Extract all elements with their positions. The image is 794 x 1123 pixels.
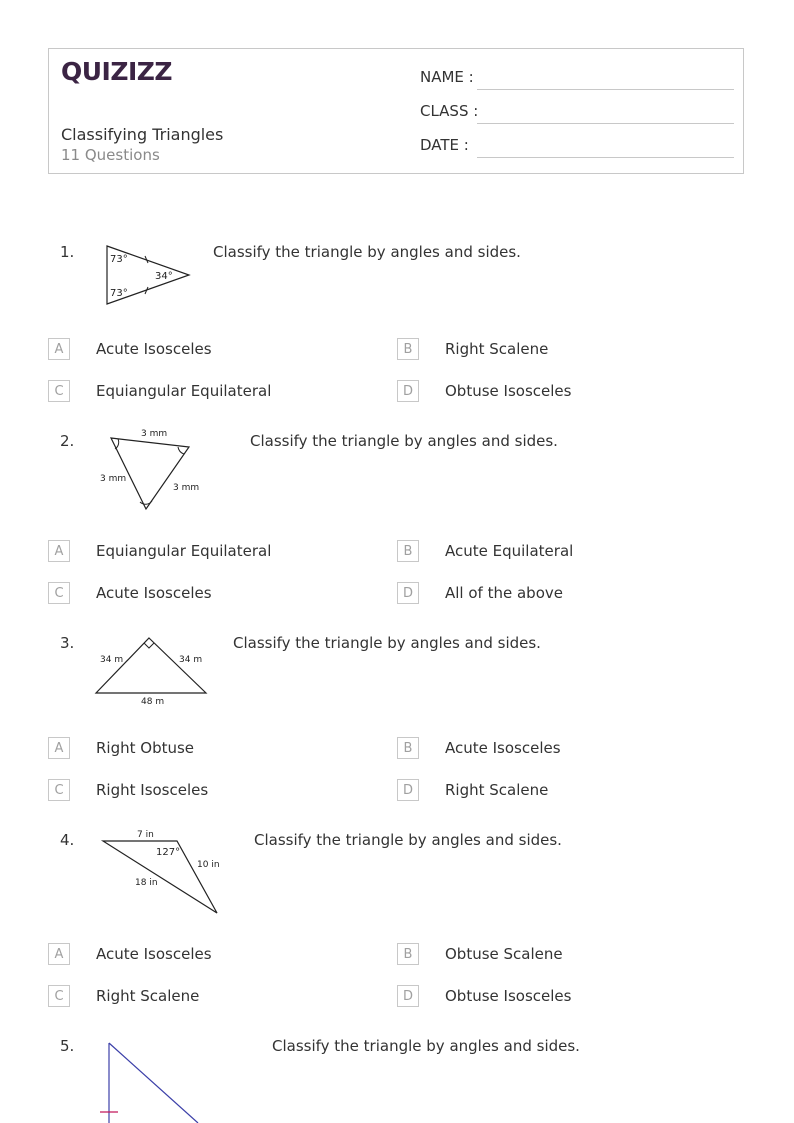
question-prompt: Classify the triangle by angles and sides.	[233, 634, 541, 652]
option-letter: B	[397, 540, 419, 562]
option-d[interactable]	[397, 779, 697, 803]
option-text: Acute Equilateral	[445, 542, 574, 560]
option-c[interactable]	[48, 380, 348, 404]
option-text: Right Isosceles	[96, 781, 209, 799]
quizizz-logo: QUIZIZZ	[61, 57, 173, 86]
option-a[interactable]	[48, 943, 348, 967]
option-c[interactable]	[48, 779, 348, 803]
option-text: Obtuse Scalene	[445, 945, 563, 963]
triangle-figure-2	[96, 428, 206, 514]
triangle-figure-5	[98, 1041, 208, 1123]
option-text: Right Scalene	[96, 987, 200, 1005]
option-letter: A	[48, 943, 70, 965]
option-text: Acute Isosceles	[96, 945, 212, 963]
angle-label: 73°	[110, 254, 128, 265]
right-angle-mark	[144, 643, 154, 648]
class-label: CLASS :	[420, 102, 479, 120]
option-c[interactable]	[48, 985, 348, 1009]
option-a[interactable]	[48, 540, 348, 564]
option-text: Acute Isosceles	[96, 340, 212, 358]
option-text: Right Scalene	[445, 340, 549, 358]
option-text: Obtuse Isosceles	[445, 382, 572, 400]
side-label: 3 mm	[100, 474, 127, 484]
question-prompt: Classify the triangle by angles and sides.	[250, 432, 558, 450]
option-letter: D	[397, 985, 419, 1007]
option-letter: B	[397, 338, 419, 360]
class-line[interactable]	[477, 123, 734, 124]
question-prompt: Classify the triangle by angles and sides.	[254, 831, 562, 849]
question-number: 5.	[60, 1037, 75, 1055]
option-text: Equiangular Equilateral	[96, 382, 272, 400]
question-number: 2.	[60, 432, 75, 450]
option-d[interactable]	[397, 582, 697, 606]
question-prompt: Classify the triangle by angles and sides.	[272, 1037, 580, 1055]
side-label: 18 in	[135, 878, 158, 888]
triangle-figure-4	[98, 827, 222, 917]
option-text: Acute Isosceles	[445, 739, 561, 757]
option-letter: A	[48, 338, 70, 360]
option-letter: B	[397, 737, 419, 759]
option-b[interactable]	[397, 737, 697, 761]
option-c[interactable]	[48, 582, 348, 606]
name-field[interactable]	[420, 68, 734, 92]
date-field[interactable]	[420, 136, 734, 160]
date-label: DATE :	[420, 136, 469, 154]
question-5	[0, 1033, 794, 1123]
side-label: 34 m	[100, 655, 124, 665]
angle-label: 127°	[156, 847, 181, 858]
angle-arc	[178, 447, 184, 454]
option-b[interactable]	[397, 338, 697, 362]
question-prompt: Classify the triangle by angles and sides.	[213, 243, 521, 261]
question-number: 4.	[60, 831, 75, 849]
option-text: Right Obtuse	[96, 739, 195, 757]
triangle-figure-3	[92, 632, 212, 712]
triangle-side	[109, 1043, 198, 1123]
option-letter: C	[48, 985, 70, 1007]
option-letter: C	[48, 779, 70, 801]
class-field[interactable]	[420, 102, 734, 126]
question-number: 3.	[60, 634, 75, 652]
name-line[interactable]	[477, 89, 734, 90]
option-text: Obtuse Isosceles	[445, 987, 572, 1005]
option-b[interactable]	[397, 540, 697, 564]
date-line[interactable]	[477, 157, 734, 158]
side-label: 3 mm	[173, 483, 200, 493]
option-b[interactable]	[397, 943, 697, 967]
option-letter: A	[48, 540, 70, 562]
question-number: 1.	[60, 243, 75, 261]
name-label: NAME :	[420, 68, 474, 86]
side-label: 34 m	[179, 655, 203, 665]
option-text: Acute Isosceles	[96, 584, 212, 602]
option-text: Right Scalene	[445, 781, 549, 799]
option-letter: C	[48, 582, 70, 604]
triangle-figure-1	[100, 240, 200, 310]
angle-label: 34°	[155, 271, 173, 282]
side-label: 48 m	[141, 697, 165, 707]
side-label: 10 in	[197, 860, 220, 870]
option-text: All of the above	[445, 584, 563, 602]
option-letter: D	[397, 779, 419, 801]
option-letter: D	[397, 380, 419, 402]
option-letter: C	[48, 380, 70, 402]
worksheet-title: Classifying Triangles	[61, 125, 224, 144]
option-d[interactable]	[397, 380, 697, 404]
option-a[interactable]	[48, 338, 348, 362]
option-letter: B	[397, 943, 419, 965]
option-a[interactable]	[48, 737, 348, 761]
side-label: 3 mm	[141, 429, 168, 439]
worksheet-header	[48, 48, 744, 174]
option-d[interactable]	[397, 985, 697, 1009]
option-text: Equiangular Equilateral	[96, 542, 272, 560]
question-count: 11 Questions	[61, 146, 160, 164]
option-letter: D	[397, 582, 419, 604]
side-label: 7 in	[137, 830, 154, 840]
option-letter: A	[48, 737, 70, 759]
angle-label: 73°	[110, 288, 128, 299]
